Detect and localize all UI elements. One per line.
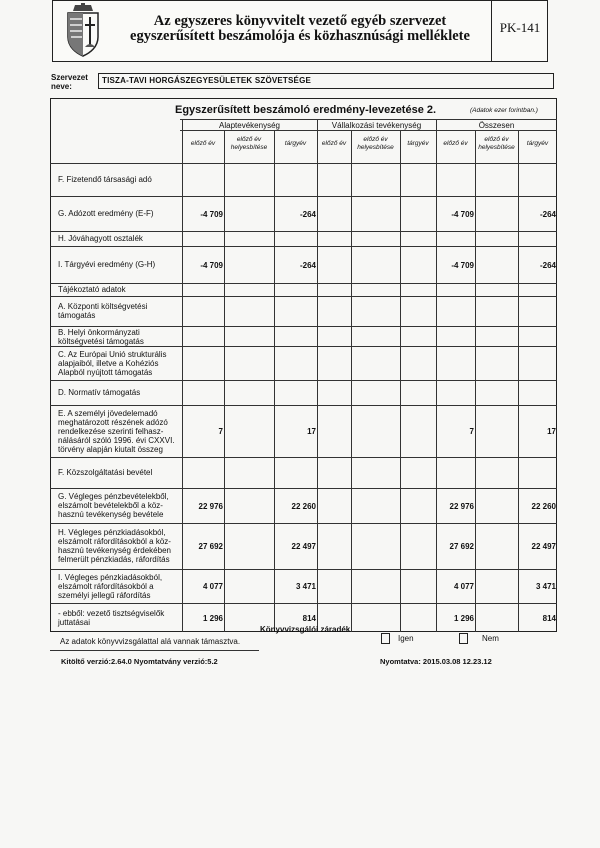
audit-no-label: Nem bbox=[482, 634, 499, 643]
audit-yes-label: Igen bbox=[398, 634, 414, 643]
cell-value: 22 976 bbox=[449, 502, 474, 511]
cell-value: 1 296 bbox=[453, 614, 474, 623]
cell-value: 22 497 bbox=[291, 542, 316, 551]
cell-value: -4 709 bbox=[200, 261, 223, 270]
cell-value: 1 296 bbox=[202, 614, 223, 623]
cell-value: 7 bbox=[218, 427, 223, 436]
form-title-line-2: egyszerűsített beszámolója és közhasznúsági melléklete bbox=[130, 28, 470, 44]
cell-value: -264 bbox=[299, 261, 316, 270]
organization-name: TISZA-TAVI HORGÁSZEGYESÜLETEK SZÖVETSÉGE bbox=[102, 76, 312, 85]
column-header-cur: tárgyév bbox=[284, 140, 307, 147]
column-group-1: Alaptevékenység bbox=[219, 121, 280, 130]
audit-rule bbox=[50, 650, 259, 651]
header-rule bbox=[180, 130, 557, 131]
cell-value: 7 bbox=[469, 427, 474, 436]
column-header-cur: tárgyév bbox=[407, 140, 429, 147]
organization-label: Szervezet neve: bbox=[51, 73, 88, 91]
table-row bbox=[50, 283, 557, 296]
software-version: Kitöltő verzió:2.64.0 Nyomtatvány verzió:5.2 bbox=[61, 657, 218, 666]
row-label: H. Jóváhagyott osztalék bbox=[58, 234, 143, 243]
row-label: F. Fizetendő társasági adó bbox=[58, 175, 152, 184]
audit-no-checkbox[interactable] bbox=[459, 633, 468, 644]
row-label: H. Végleges pénzkiadásokból, elszámolt ráfordításokból a köz- hasznú tevékenység érdekében felmerült pénzkiadás, ráfordítás bbox=[58, 528, 171, 564]
row-label: I. Tárgyévi eredmény (G-H) bbox=[58, 260, 156, 269]
row-label: C. Az Európai Unió strukturális alapjaiból, illetve a Kohéziós Alapból nyújtott támogatás bbox=[58, 350, 167, 377]
column-header-adj: előző év helyesbítése bbox=[357, 136, 394, 151]
unit-note: (Adatok ezer forintban.) bbox=[470, 107, 538, 114]
column-group-3: Összesen bbox=[478, 121, 515, 130]
cell-value: -4 709 bbox=[451, 210, 474, 219]
header-rule bbox=[180, 119, 557, 120]
table-title: Egyszerűsített beszámoló eredmény-levezetése 2. bbox=[175, 104, 437, 116]
row-label: G. Adózott eredmény (E-F) bbox=[58, 209, 154, 218]
row-label: B. Helyi önkormányzati költségvetési támogatás bbox=[58, 328, 144, 346]
row-label: G. Végleges pénzbevételekből, elszámolt bevételekből a köz- hasznú tevékenység bevétele bbox=[58, 492, 169, 519]
cell-value: 4 077 bbox=[202, 582, 223, 591]
cell-value: -4 709 bbox=[451, 261, 474, 270]
cell-value: 27 692 bbox=[449, 542, 474, 551]
cell-value: 814 bbox=[542, 614, 556, 623]
cell-value: 3 471 bbox=[295, 582, 316, 591]
hungarian-coat-of-arms-icon bbox=[62, 3, 104, 59]
audit-yes-checkbox[interactable] bbox=[381, 633, 390, 644]
cell-value: 27 692 bbox=[198, 542, 223, 551]
cell-value: 3 471 bbox=[535, 582, 556, 591]
row-label: - ebből: vezető tisztségviselők juttatásai bbox=[58, 609, 165, 627]
row-label: F. Közszolgáltatási bevétel bbox=[58, 468, 153, 477]
form-title bbox=[110, 14, 490, 44]
cell-value: -264 bbox=[299, 210, 316, 219]
cell-value: -4 709 bbox=[200, 210, 223, 219]
cell-value: 4 077 bbox=[453, 582, 474, 591]
cell-value: 814 bbox=[302, 614, 316, 623]
audit-title: Könyvvizsgálói záradék bbox=[260, 625, 351, 634]
print-timestamp: Nyomtatva: 2015.03.08 12.23.12 bbox=[380, 657, 492, 666]
form-code: PK-141 bbox=[499, 20, 541, 35]
form-title-line-1: Az egyszeres könyvvitelt vezető egyéb szervezet bbox=[153, 13, 447, 29]
cell-value: 22 976 bbox=[198, 502, 223, 511]
row-label: I. Végleges pénzkiadásokból, elszámolt ráfordításokból a személyi jellegű ráfordítás bbox=[58, 573, 163, 600]
cell-value: -264 bbox=[539, 210, 556, 219]
cell-value: 22 260 bbox=[531, 502, 556, 511]
cell-value: 17 bbox=[307, 427, 316, 436]
column-group-2: Vállalkozási tevékenység bbox=[331, 121, 422, 130]
column-header-prev: előző év bbox=[190, 140, 216, 147]
column-header-cur: tárgyév bbox=[526, 140, 549, 147]
cell-value: 17 bbox=[547, 427, 556, 436]
column-header-prev: előző év bbox=[321, 140, 347, 147]
row-label: D. Normatív támogatás bbox=[58, 388, 141, 397]
column-header-adj: előző év helyesbítése bbox=[230, 136, 268, 151]
cell-value: 22 497 bbox=[531, 542, 556, 551]
column-header-prev: előző év bbox=[443, 140, 468, 147]
cell-value: -264 bbox=[539, 261, 556, 270]
row-label: E. A személyi jövedelemadó meghatározott részének adózó rendelkezése szerinti felhasz- nálásáról szóló 1996. évi CXXVI. törvény alapján kiutalt összeg bbox=[58, 409, 175, 454]
row-label: A. Központi költségvetési támogatás bbox=[58, 302, 148, 320]
row-label: Tájékoztató adatok bbox=[58, 285, 126, 294]
cell-value: 22 260 bbox=[291, 502, 316, 511]
column-header-adj: előző év helyesbítése bbox=[478, 136, 515, 151]
audit-question: Az adatok könyvvizsgálattal alá vannak támasztva. bbox=[60, 637, 241, 646]
